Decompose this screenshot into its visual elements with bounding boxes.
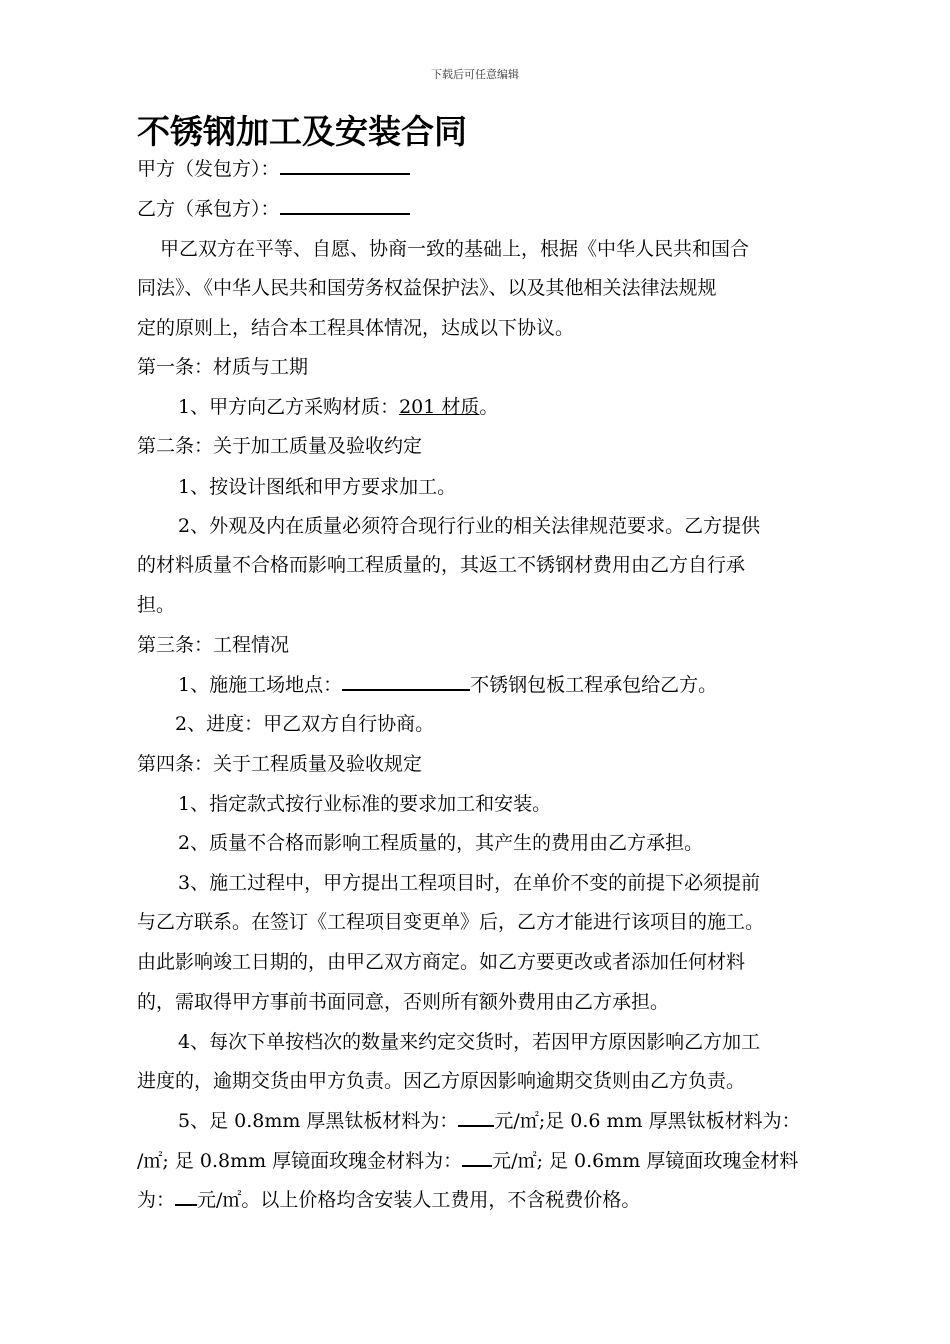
- price-blank: [175, 1188, 197, 1206]
- article-2-item-2: 的材料质量不合格而影响工程质量的，其返工不锈钢材费用由乙方自行承: [137, 554, 746, 576]
- party-b-label: 乙方（承包方）：: [137, 198, 280, 220]
- party-a-blank: [280, 157, 410, 175]
- article-4-item-5: [137, 1188, 640, 1212]
- article-4-item-4: 4、每次下单按档次的数量来约定交货时，若因甲方原因影响乙方加工: [178, 1031, 761, 1053]
- article-2-heading: 第二条：关于加工质量及验收约定: [137, 435, 423, 457]
- party-a-label: 甲方（发包方）：: [137, 158, 280, 180]
- price-blank: [462, 1149, 492, 1167]
- article-4-item-1: 1、指定款式按行业标准的要求加工和安装。: [178, 793, 552, 815]
- party-a-line: [137, 157, 410, 181]
- article-4-item-5: [137, 1149, 798, 1173]
- article-2-item-2: 2、外观及内在质量必须符合现行行业的相关法律规范要求。乙方提供: [178, 515, 761, 537]
- item-text: 元/㎡;足 0.6 mm 厚黑钛板材料为：: [494, 1110, 801, 1132]
- article-3-heading: 第三条：工程情况: [137, 634, 290, 656]
- party-b-line: [137, 197, 410, 221]
- article-2-item-1: 1、按设计图纸和甲方要求加工。: [178, 476, 457, 498]
- article-2-item-2: 担。: [137, 594, 176, 616]
- item-text: 为：: [137, 1189, 176, 1211]
- site-blank: [342, 673, 470, 691]
- article-1-heading: 第一条：材质与工期: [137, 356, 309, 378]
- article-4-item-3: 与乙方联系。在签订《工程项目变更单》后，乙方才能进行该项目的施工。: [137, 911, 765, 933]
- article-4-item-3: 的，需取得甲方事前书面同意，否则所有额外费用由乙方承担。: [137, 991, 670, 1013]
- article-4-heading: 第四条：关于工程质量及验收规定: [137, 753, 423, 775]
- party-b-blank: [280, 197, 410, 215]
- article-1-item-1: [178, 395, 498, 419]
- article-4-item-3: 由此影响竣工日期的，由甲乙双方商定。如乙方要更改或者添加任何材料: [137, 951, 746, 973]
- article-3-item-1: [178, 673, 717, 697]
- article-4-item-4: 进度的，逾期交货由甲方负责。因乙方原因影响逾期交货则由乙方负责。: [137, 1070, 746, 1092]
- price-blank: [458, 1109, 494, 1127]
- item-text: /㎡; 足 0.8mm 厚镜面玫瑰金材料为：: [137, 1150, 463, 1172]
- item-text: 元/㎡; 足 0.6mm 厚镜面玫瑰金材料: [492, 1150, 799, 1172]
- article-3-item-2: 2、进度：甲乙双方自行协商。: [175, 713, 435, 735]
- item-text: 1、施施工场地点：: [178, 674, 343, 696]
- page-title: 不锈钢加工及安装合同: [137, 112, 467, 151]
- page-header: 下载后可任意编辑: [431, 68, 519, 81]
- intro-line: 同法》、《中华人民共和国劳务权益保护法》、以及其他相关法律法规规: [137, 277, 717, 299]
- item-text: 不锈钢包板工程承包给乙方。: [470, 674, 718, 696]
- item-text: 。: [479, 396, 499, 418]
- article-4-item-2: 2、质量不合格而影响工程质量的，其产生的费用由乙方承担。: [178, 832, 704, 854]
- item-text: 元/㎡。以上价格均含安装人工费用，不含税费价格。: [197, 1189, 641, 1211]
- article-4-item-3: 3、施工过程中，甲方提出工程项目时，在单价不变的前提下必须提前: [178, 872, 761, 894]
- material-value: 201 材质: [399, 396, 480, 418]
- intro-line: 定的原则上，结合本工程具体情况，达成以下协议。: [137, 317, 575, 339]
- intro-line: 甲乙双方在平等、自愿、协商一致的基础上，根据《中华人民共和国合: [160, 238, 750, 260]
- item-text: 5、足 0.8mm 厚黑钛板材料为：: [178, 1110, 459, 1132]
- item-text: 1、甲方向乙方采购材质：: [178, 396, 400, 418]
- article-4-item-5: [178, 1109, 801, 1133]
